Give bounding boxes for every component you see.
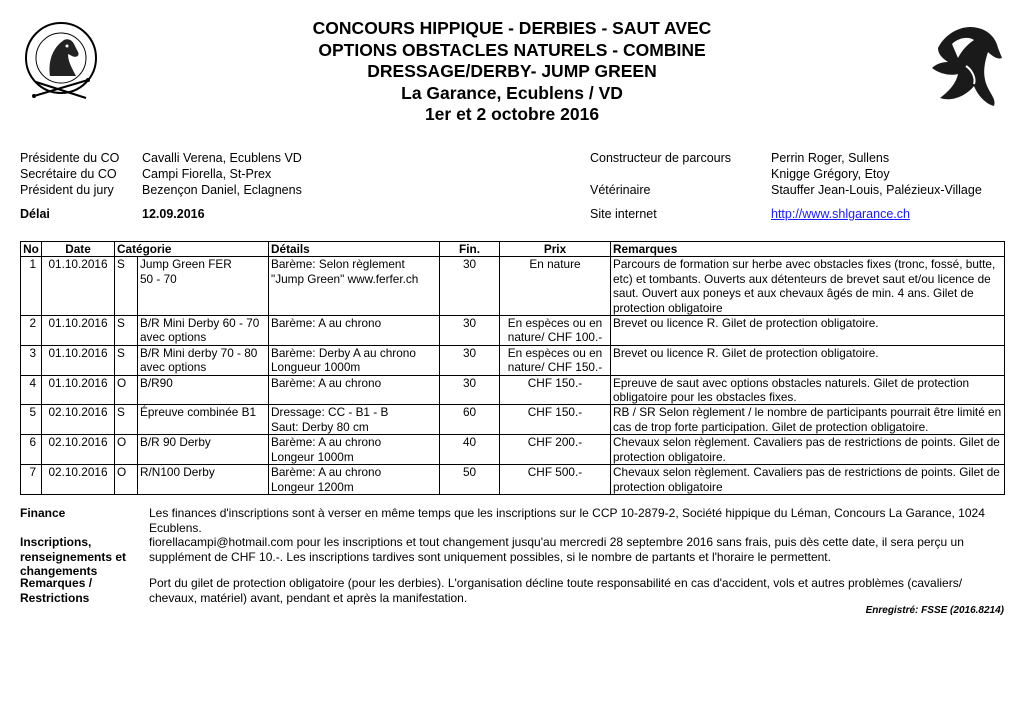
table-row <box>21 465 1005 495</box>
cell-date: 02.10.2016 <box>42 465 115 495</box>
cell-no: 2 <box>21 316 42 346</box>
cell-category-code: O <box>115 435 138 465</box>
cell-remarques: Chevaux selon règlement. Cavaliers pas de restrictions de points. Gilet de protection obligatoire <box>611 465 1005 495</box>
col-header-date: Date <box>42 242 115 257</box>
club-seal-logo <box>22 18 100 106</box>
table-row <box>21 257 1005 316</box>
cell-date: 01.10.2016 <box>42 345 115 375</box>
cell-category-code: O <box>115 375 138 405</box>
remarques-text: Port du gilet de protection obligatoire (pour les derbies). L'organisation décline toute responsabilité en cas d'accident, vols et autres problèmes (cavaliers/ chevaux, matériel) avant, pendant et après la manifestation. <box>149 576 963 605</box>
col-header-prix: Prix <box>500 242 611 257</box>
cell-details: Barème: Derby A au chrono Longueur 1000m <box>269 345 440 375</box>
table-header-row <box>21 242 1005 257</box>
cell-details: Dressage: CC - B1 - B Saut: Derby 80 cm <box>269 405 440 435</box>
jury-value: Bezençon Daniel, Eclagnens <box>142 183 302 197</box>
cell-fin: 40 <box>440 435 500 465</box>
cell-remarques: Brevet ou licence R. Gilet de protection obligatoire. <box>611 316 1005 346</box>
finance-text: Les finances d'inscriptions sont à verser en même temps que les inscriptions sur le CCP 10-2879-2, Société hippique du Léman, Concours La Garance, 1024 Ecublens. <box>149 506 985 535</box>
competitions-table <box>20 241 1005 495</box>
title-line: La Garance, Ecublens / VD <box>401 82 623 103</box>
cell-date: 02.10.2016 <box>42 435 115 465</box>
cell-category-name: R/N100 Derby <box>138 465 269 495</box>
cell-details: Barème: A au chrono Longeur 1000m <box>269 435 440 465</box>
cell-fin: 30 <box>440 375 500 405</box>
cell-category-name: B/R 90 Derby <box>138 435 269 465</box>
delai-label: Délai <box>20 207 50 221</box>
presidente-label: Présidente du CO <box>20 151 120 165</box>
cell-category-code: S <box>115 257 138 316</box>
inscriptions-label: Inscriptions, renseignements et changements <box>20 535 127 578</box>
page-title <box>200 18 824 126</box>
cell-no: 7 <box>21 465 42 495</box>
cell-prix: CHF 150.- <box>500 405 611 435</box>
table-row <box>21 316 1005 346</box>
website-link[interactable]: http://www.shlgarance.ch <box>771 207 910 221</box>
cell-prix: CHF 500.- <box>500 465 611 495</box>
secretaire-label: Secrétaire du CO <box>20 167 117 181</box>
veterinaire-label: Vétérinaire <box>590 183 651 197</box>
cell-date: 01.10.2016 <box>42 257 115 316</box>
cell-fin: 30 <box>440 345 500 375</box>
cell-category-code: S <box>115 316 138 346</box>
cell-fin: 60 <box>440 405 500 435</box>
cell-remarques: Epreuve de saut avec options obstacles naturels. Gilet de protection obligatoire pour les obstacles fixes. <box>611 375 1005 405</box>
cell-date: 01.10.2016 <box>42 316 115 346</box>
cell-remarques: RB / SR Selon règlement / le nombre de participants pourrait être limité en cas de trop forte participation. Gilet de protection obligatoire. <box>611 405 1005 435</box>
table-row <box>21 435 1005 465</box>
cell-category-code: S <box>115 405 138 435</box>
constructeur-value: Perrin Roger, Sullens <box>771 151 890 165</box>
constructeur-value: Knigge Grégory, Etoy <box>771 167 890 181</box>
table-row <box>21 405 1005 435</box>
col-header-details: Détails <box>269 242 440 257</box>
cell-no: 5 <box>21 405 42 435</box>
cell-no: 1 <box>21 257 42 316</box>
table-row <box>21 345 1005 375</box>
cell-remarques: Chevaux selon règlement. Cavaliers pas de restrictions de points. Gilet de protection obligatoire. <box>611 435 1005 465</box>
cell-details: Barème: A au chrono <box>269 375 440 405</box>
cell-no: 6 <box>21 435 42 465</box>
cell-date: 02.10.2016 <box>42 405 115 435</box>
cell-category-name: Jump Green FER 50 - 70 <box>138 257 269 316</box>
cell-prix: En espèces ou en nature/ CHF 150.- <box>500 345 611 375</box>
col-header-remarques: Remarques <box>611 242 1005 257</box>
veterinaire-value: Stauffer Jean-Louis, Palézieux-Village <box>771 183 982 197</box>
horse-jump-logo <box>918 18 1006 112</box>
cell-details: Barème: Selon règlement "Jump Green" www.ferfer.ch <box>269 257 440 316</box>
cell-remarques: Parcours de formation sur herbe avec obstacles fixes (tronc, fossé, butte, etc) et tombants. Ouverts aux détenteurs de brevet saut et/ou licence de saut. Ouvert aux poneys et aux chevaux âgés de min. 4 ans. Gilet de protection obligatoire <box>611 257 1005 316</box>
inscriptions-text: fiorellacampi@hotmail.com pour les inscriptions et tout changement jusqu'au mercredi 28 septembre 2016 sans frais, puis dès cette date, il sera perçu un supplément de CHF 10.-. Les inscriptions tardives sont uniquement possibles, si le nombre de partants et l'horaire le permettent. <box>149 535 964 564</box>
secretaire-value: Campi Fiorella, St-Prex <box>142 167 272 181</box>
col-header-fin: Fin. <box>440 242 500 257</box>
cell-fin: 30 <box>440 257 500 316</box>
cell-category-name: B/R Mini Derby 60 - 70 avec options <box>138 316 269 346</box>
title-line: DRESSAGE/DERBY- JUMP GREEN <box>367 61 657 81</box>
remarques-label: Remarques / Restrictions <box>20 576 93 605</box>
site-label: Site internet <box>590 207 657 221</box>
registration-note: Enregistré: FSSE (2016.8214) <box>865 605 1004 616</box>
title-line: 1er et 2 octobre 2016 <box>424 104 600 124</box>
cell-category-code: O <box>115 465 138 495</box>
presidente-value: Cavalli Verena, Ecublens VD <box>142 151 302 165</box>
cell-prix: En espèces ou en nature/ CHF 100.- <box>500 316 611 346</box>
cell-details: Barème: A au chrono Longeur 1200m <box>269 465 440 495</box>
cell-remarques: Brevet ou licence R. Gilet de protection obligatoire. <box>611 345 1005 375</box>
cell-no: 4 <box>21 375 42 405</box>
constructeur-label: Constructeur de parcours <box>590 151 732 165</box>
cell-prix: En nature <box>500 257 611 316</box>
cell-details: Barème: A au chrono <box>269 316 440 346</box>
cell-category-name: B/R90 <box>138 375 269 405</box>
jury-label: Président du jury <box>20 183 114 197</box>
cell-no: 3 <box>21 345 42 375</box>
delai-value: 12.09.2016 <box>142 207 205 221</box>
cell-category-name: B/R Mini derby 70 - 80 avec options <box>138 345 269 375</box>
cell-prix: CHF 200.- <box>500 435 611 465</box>
title-line: CONCOURS HIPPIQUE - DERBIES - SAUT AVEC <box>312 18 712 38</box>
cell-prix: CHF 150.- <box>500 375 611 405</box>
table-row <box>21 375 1005 405</box>
title-line: OPTIONS OBSTACLES NATURELS - COMBINE <box>318 39 706 60</box>
col-header-no: No <box>21 242 42 257</box>
cell-fin: 30 <box>440 316 500 346</box>
cell-date: 01.10.2016 <box>42 375 115 405</box>
cell-category-code: S <box>115 345 138 375</box>
cell-category-name: Épreuve combinée B1 <box>138 405 269 435</box>
cell-fin: 50 <box>440 465 500 495</box>
col-header-categorie: Catégorie <box>115 242 269 257</box>
finance-label: Finance <box>20 506 66 520</box>
